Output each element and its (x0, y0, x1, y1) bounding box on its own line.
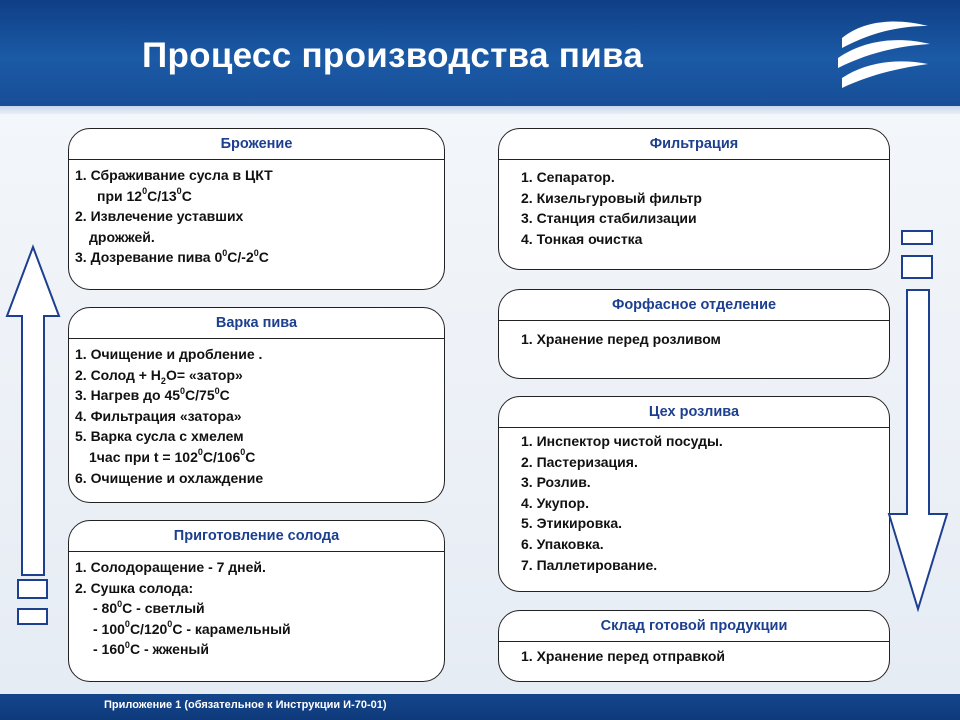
brewing-step: 1час при $t = 102^0С/106^0С$ (89, 447, 256, 465)
bottling-body (499, 428, 889, 575)
filtration-box (498, 128, 890, 270)
storage-box (498, 289, 890, 379)
filtration-step: 1. Сепаратор. (521, 169, 615, 185)
malt-body (69, 552, 444, 660)
storage-body (499, 321, 889, 350)
malt-step: - $100^0С/120^0С$ - карамельный (93, 619, 291, 637)
down-arrow-icon (886, 288, 950, 612)
bottling-step: 3. Розлив. (521, 474, 591, 491)
warehouse-body (499, 642, 889, 667)
warehouse-title: Склад готовой продукции (499, 611, 889, 642)
brewing-title: Варка пива (69, 308, 444, 339)
filtration-body (499, 160, 889, 249)
brewing-step: 3. Нагрев до $45^0С/75^0С$ (75, 385, 230, 404)
wave-logo-icon (836, 14, 932, 94)
malt-box (68, 520, 445, 682)
malt-step: 1. Солодоращение - 7 дней. (75, 559, 266, 575)
filtration-title: Фильтрация (499, 129, 889, 160)
square-marker (17, 608, 48, 625)
fermentation-box (68, 128, 445, 290)
bottling-step: 5. Этикировка. (521, 515, 622, 532)
brewing-body (69, 339, 444, 488)
malt-step: - $160^0С$ - жженый (93, 639, 209, 658)
square-marker (17, 579, 48, 599)
fermentation-step: дрожжей. (89, 228, 155, 245)
fermentation-step: 2. Извлечение уставших (75, 208, 244, 225)
fermentation-step: при $12^0С/13^0С$ (97, 185, 192, 204)
bottling-step: 1. Инспектор чистой посуды. (521, 433, 723, 449)
bottling-title: Цех розлива (499, 397, 889, 428)
header-bar (0, 0, 960, 106)
square-marker (901, 230, 933, 245)
up-arrow-icon (4, 244, 62, 578)
bottling-box (498, 396, 890, 592)
filtration-step: 2. Кизельгуровый фильтр (521, 189, 702, 206)
page-title: Процесс производства пива (142, 36, 644, 75)
filtration-step: 3. Станция стабилизации (521, 210, 697, 227)
malt-title: Приготовление солода (69, 521, 444, 552)
fermentation-step: 3. Дозревание пива $0^0С/-2^0С$ (75, 247, 269, 266)
storage-step: 1. Хранение перед розливом (521, 331, 721, 347)
brewing-step: 2. Солод + $Н_2О=$ «затор» (75, 366, 243, 386)
bottling-step: 6. Упаковка. (521, 535, 604, 552)
filtration-step: 4. Тонкая очистка (521, 230, 643, 247)
footer-bar (0, 694, 960, 720)
bottling-step: 7. Паллетирование. (521, 556, 658, 573)
bottling-step: 4. Укупор. (521, 494, 589, 511)
footnote-text: Приложение 1 (обязательное к Инструкции И-70-01) (104, 699, 387, 711)
brewing-step: 1. Очищение и дробление . (75, 346, 263, 362)
bottling-step: 2. Пастеризация. (521, 453, 638, 470)
warehouse-box (498, 610, 890, 682)
warehouse-step: 1. Хранение перед отправкой (521, 648, 726, 664)
malt-step: - $80^0С$ - светлый (93, 598, 205, 617)
malt-step: 2. Сушка солода: (75, 579, 194, 596)
brewing-step: 4. Фильтрация «затора» (75, 407, 242, 424)
header-band (0, 106, 960, 114)
fermentation-title: Брожение (69, 129, 444, 160)
brewing-step: 6. Очищение и охлаждение (75, 469, 264, 486)
brewing-box (68, 307, 445, 503)
brewing-step: 5. Варка сусла с хмелем (75, 428, 244, 445)
fermentation-body (69, 160, 444, 268)
storage-title: Форфасное отделение (499, 290, 889, 321)
square-marker (901, 255, 933, 279)
fermentation-step: 1. Сбраживание сусла в ЦКТ (75, 167, 273, 183)
